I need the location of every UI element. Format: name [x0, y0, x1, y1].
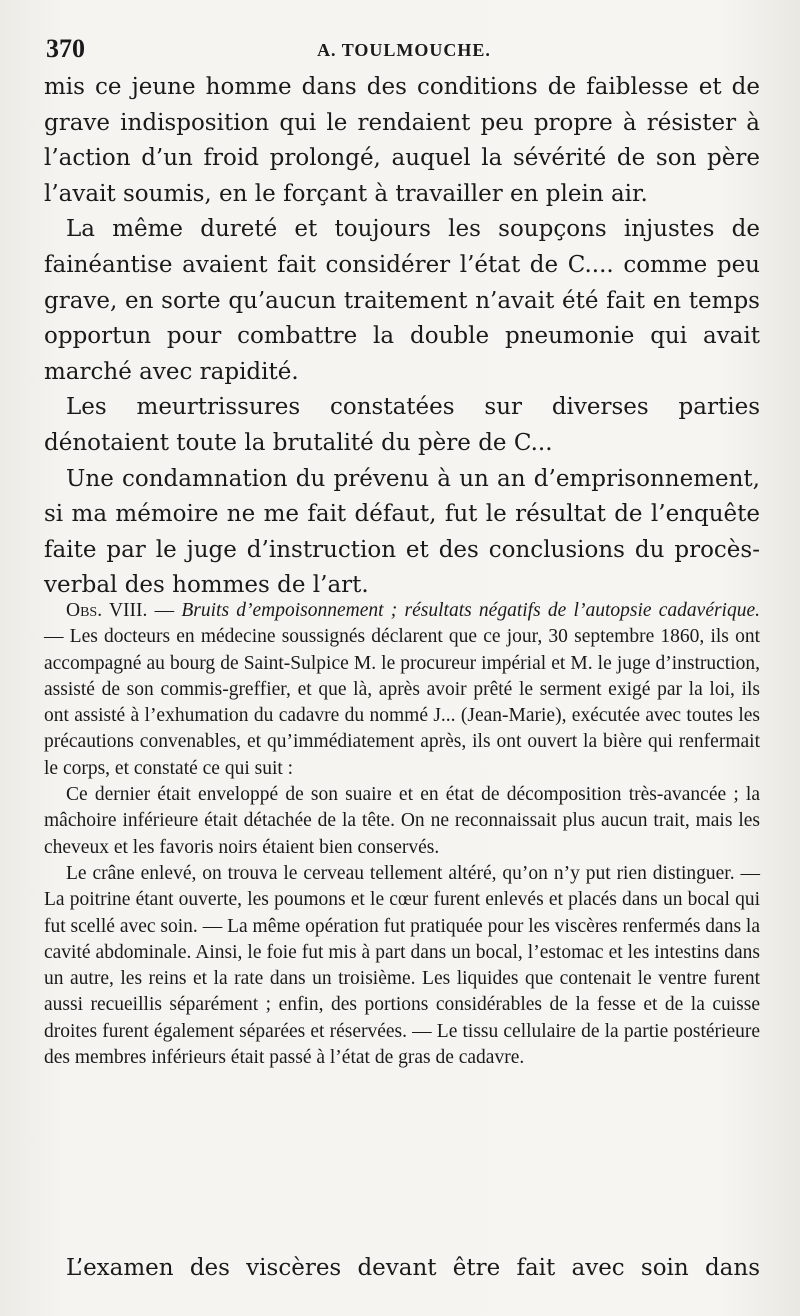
observation-paragraph: Ce dernier était enveloppé de son suaire et en état de décomposition très-avancée ; la mâchoire inférieure était détachée de la tête. On ne reconnaissait plus aucun trait, mais les cheveux et les favoris noirs étaient bien conservés. — [44, 784, 760, 858]
observation-paragraph: Le crâne enlevé, on trouva le cerveau tellement altéré, qu’on n’y put rien distinguer. — La poitrine étant ouverte, les poumons et le cœur furent enlevés et placés dans un bocal qui fut scellé avec soin. — La même opération fut pratiquée pour les viscères renfermés dans la cavité abdominale. Ainsi, le foie fut mis à part dans un bocal, l’estomac et les intestins dans un autre, les reins et la rate dans un troisième. Les liquides que contenait le ventre furent aussi recueillis séparément ; enfin, des portions considérables de la fesse et de la cuisse droites furent également séparées et réservées. — Le tissu cellulaire de la partie postérieure des membres inférieurs était passé à l’état de gras de cadavre. — [44, 862, 760, 1069]
page-header — [46, 34, 762, 68]
running-title: A. TOULMOUCHE. — [317, 40, 491, 60]
main-text — [44, 70, 760, 604]
paragraph: Les meurtrissures constatées sur diverses parties dénotaient toute la brutalité du père de C... — [44, 394, 760, 456]
paragraph: La même dureté et toujours les soupçons injustes de fainéantise avaient fait considérer l’état de C.... comme peu grave, en sorte qu’aucun traitement n’avait été fait en temps opportun pour combattre la double pneumonie qui avait marché avec rapidité. — [44, 216, 760, 385]
observation-title: Bruits d’empoisonnement ; résultats négatifs de l’autopsie cadavérique. — [181, 600, 761, 621]
paragraph-continuation: mis ce jeune homme dans des conditions de faiblesse et de grave indisposition qui le rendaient peu propre à résister à l’action d’un froid prolongé, auquel la sévérité de son père l’avait soumis, en le forçant à travailler en plein air. — [44, 74, 760, 207]
observation-label: Obs. VIII. — [66, 600, 148, 621]
observation-dash: — — [147, 600, 182, 621]
observation-intro — [44, 598, 760, 782]
paragraph: Une condamnation du prévenu à un an d’emprisonnement, si ma mémoire ne me fait défaut, fut le résultat de l’enquête faite par le juge d’instruction et des conclusions du procès-verbal des hommes de l’art. — [44, 465, 760, 599]
final-line: L’examen des viscères devant être fait avec soin dans — [66, 1255, 760, 1281]
observation-section — [44, 598, 760, 1071]
page-number: 370 — [46, 34, 85, 63]
observation-intro-text: — Les docteurs en médecine soussignés déclarent que ce jour, 30 septembre 1860, ils ont accompagné au bourg de Saint-Sulpice M. le procureur impérial et M. le juge d’instruction, assisté de son commis-greffier, et que là, après avoir prêté le serment exigé par la loi, ils ont assisté à l’exhumation du cadavre du nommé J... (Jean-Marie), exécutée avec toutes les précautions convenables, et qu’immédiatement après, ils ont ouvert la bière qui renfermait le corps, et constaté ce qui suit : — [44, 626, 760, 779]
